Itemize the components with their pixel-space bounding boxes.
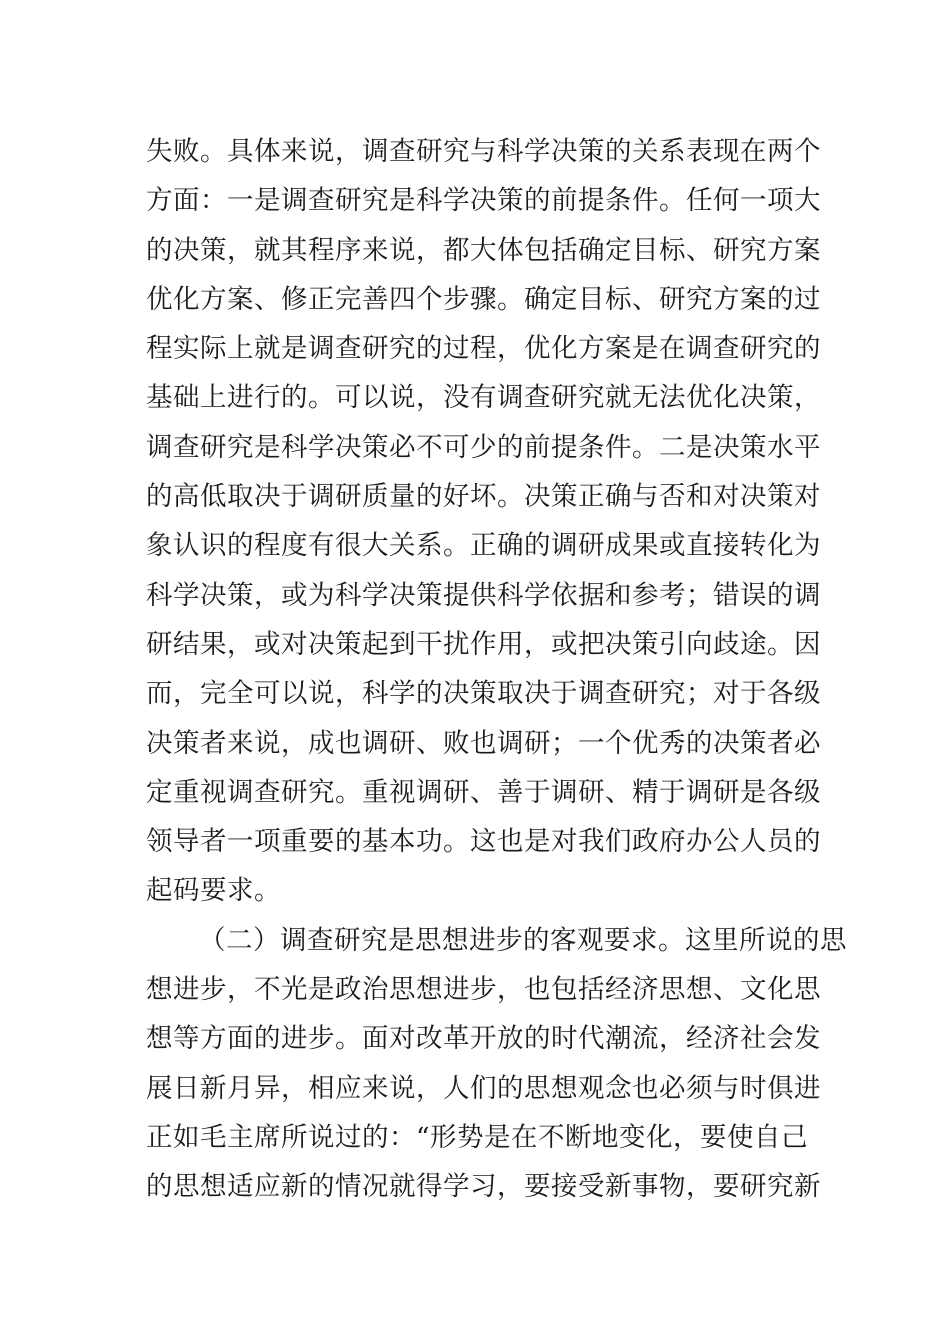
text-line: 研结果，或对决策起到干扰作用，或把决策引向歧途。因 — [146, 628, 821, 660]
text-line: 的决策，就其程序来说，都大体包括确定目标、研究方案 — [146, 234, 821, 266]
paragraph-start-line: （二）调查研究是思想进步的客观要求。这里所说的思 — [199, 924, 847, 956]
text-line: 领导者一项重要的基本功。这也是对我们政府办公人员的 — [146, 826, 821, 858]
text-line: 程实际上就是调查研究的过程，优化方案是在调查研究的 — [146, 333, 821, 365]
text-line: 基础上进行的。可以说，没有调查研究就无法优化决策， — [146, 382, 821, 414]
text-line: 想等方面的进步。面对改革开放的时代潮流，经济社会发 — [146, 1023, 821, 1055]
text-line: 想进步，不光是政治思想进步，也包括经济思想、文化思 — [146, 974, 821, 1006]
text-line: 正如毛主席所说过的：“形势是在不断地变化，要使自己 — [146, 1121, 809, 1153]
text-line: 而，完全可以说，科学的决策取决于调查研究；对于各级 — [146, 678, 821, 710]
text-line: 科学决策，或为科学决策提供科学依据和参考；错误的调 — [146, 579, 821, 611]
text-line: 象认识的程度有很大关系。正确的调研成果或直接转化为 — [146, 530, 821, 562]
text-line: 调查研究是科学决策必不可少的前提条件。二是决策水平 — [146, 431, 821, 463]
body-text — [146, 127, 847, 1212]
text-line: 定重视调查研究。重视调研、善于调研、精于调研是各级 — [146, 776, 821, 808]
text-line: 优化方案、修正完善四个步骤。确定目标、研究方案的过 — [146, 283, 821, 315]
text-line: 失败。具体来说，调查研究与科学决策的关系表现在两个 — [146, 136, 821, 167]
text-line: 起码要求。 — [146, 875, 281, 907]
text-line: 决策者来说，成也调研、败也调研；一个优秀的决策者必 — [146, 727, 821, 759]
text-line: 方面：一是调查研究是科学决策的前提条件。任何一项大 — [146, 185, 821, 217]
text-line: 的思想适应新的情况就得学习，要接受新事物，要研究新 — [146, 1171, 821, 1203]
text-line: 展日新月异，相应来说，人们的思想观念也必须与时俱进 — [146, 1072, 821, 1104]
text-line: 的高低取决于调研质量的好坏。决策正确与否和对决策对 — [146, 481, 821, 513]
